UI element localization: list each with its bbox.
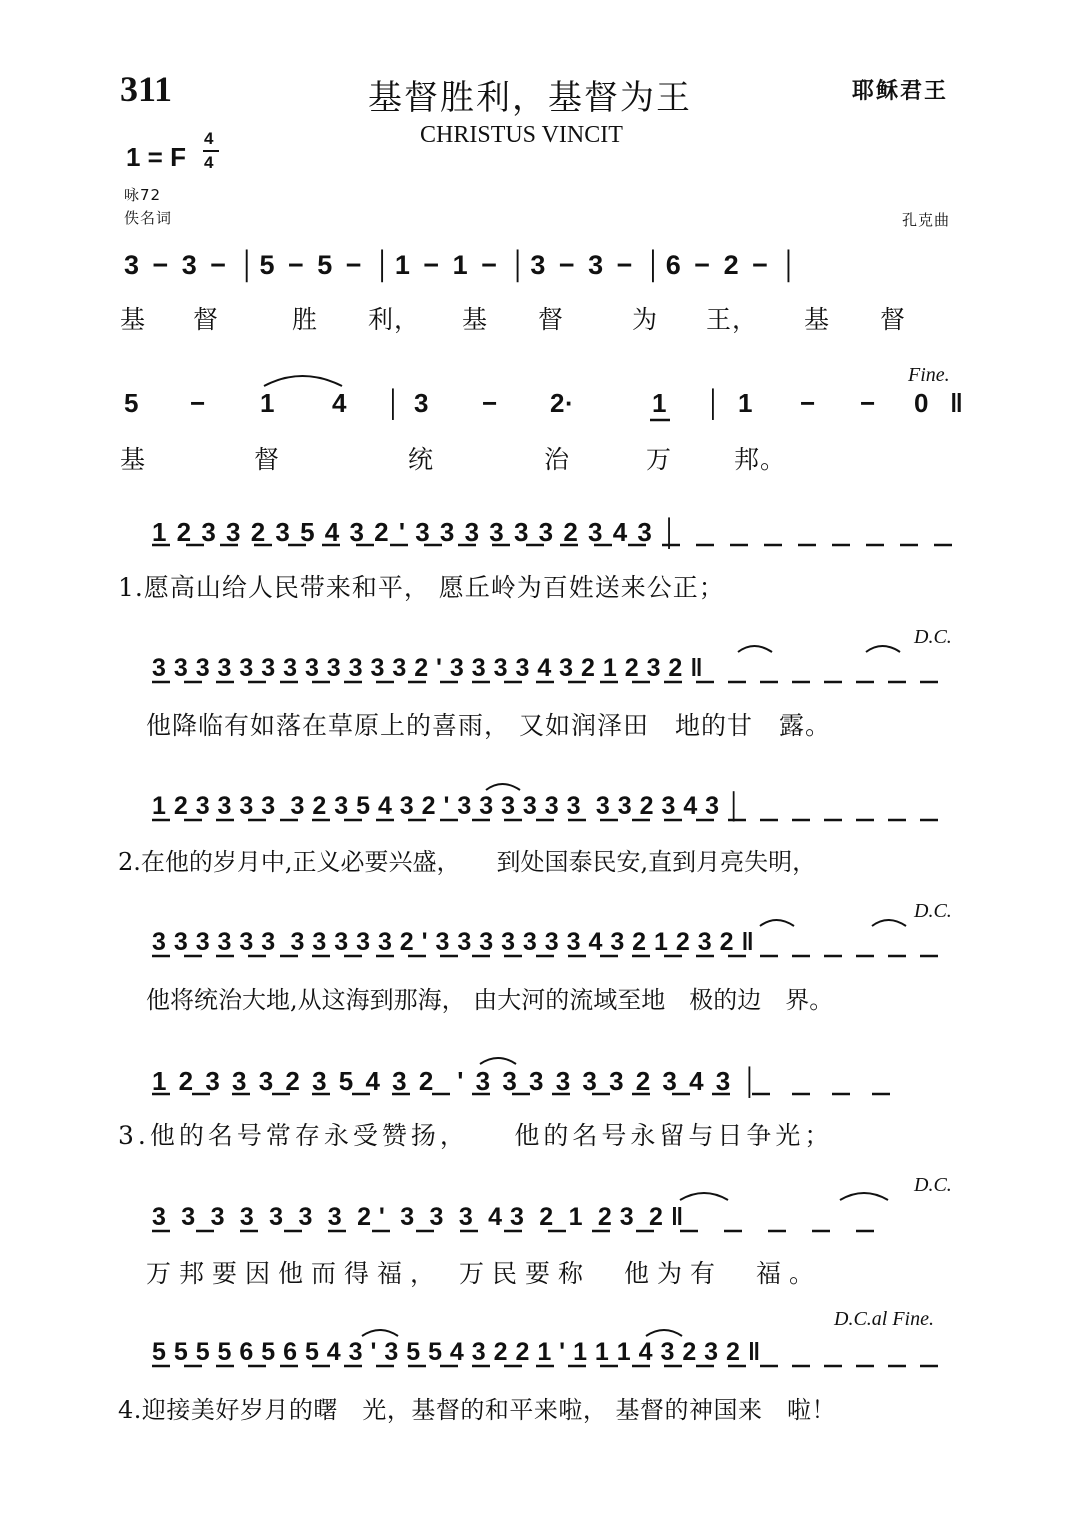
lyric-syllable: 基: [804, 305, 831, 334]
time-signature-bottom: 4: [204, 153, 214, 172]
lyric-syllable: 统: [408, 445, 435, 474]
lyric-syllable: 治: [544, 445, 571, 474]
key-signature: 1 = F: [126, 142, 186, 172]
lyric-syllable: 万: [646, 445, 673, 474]
note: −: [482, 388, 498, 418]
verse-1-notes-line-1: 1 2 3 3 2 3 5 4 3 2 ' 3 3 3 3 3 3 2 3 4 3 │: [152, 517, 679, 547]
dc-marking: D.C.: [914, 900, 952, 922]
note: 4: [332, 388, 347, 418]
note: −: [860, 388, 876, 418]
note: −: [190, 388, 206, 418]
category-label: 耶稣君王: [852, 79, 949, 104]
beam-underlines: [152, 420, 960, 1366]
verse-2-notes-line-2: 3 3 3 3 3 3 3 3 3 3 3 2 ' 3 3 3 3 3 3 3 4 3 2 1 2 3 2 ‖: [152, 928, 755, 956]
note: 1: [260, 388, 275, 418]
verse-1-lyrics-line-1: 1.愿高山给人民带来和平， 愿丘岭为百姓送来公正；: [118, 573, 725, 602]
note: 3: [414, 388, 429, 418]
lyricist-credit: 佚名词: [124, 209, 173, 227]
dc-marking: D.C.: [914, 1174, 952, 1196]
barline: │: [386, 388, 403, 418]
lyric-syllable: 利，: [368, 305, 421, 334]
verse-3-lyrics-line-2: 万邦要因他而得福， 万民要称 他为有 福。: [146, 1259, 822, 1288]
lyric-syllable: 基: [462, 305, 489, 334]
composer-credit: 孔克曲: [902, 211, 951, 229]
slur: [646, 1330, 682, 1336]
dc-marking: D.C.: [914, 626, 952, 648]
hymn-title-latin: CHRISTUS VINCIT: [420, 122, 623, 148]
note: 5: [124, 388, 139, 418]
verse-1-lyrics-line-2: 他降临有如落在草原上的喜雨， 又如润泽田 地的甘 露。: [146, 711, 831, 740]
final-barline: ‖: [950, 388, 964, 418]
lyric-syllable: 王，: [706, 305, 759, 334]
slur: [760, 920, 794, 926]
verse-2-lyrics-line-1: 2.在他的岁月中,正义必要兴盛， 到处国泰民安,直到月亮失明，: [118, 848, 817, 876]
slur: [872, 920, 906, 926]
slur: [486, 784, 520, 790]
verse-4-lyrics-line-1: 4.迎接美好岁月的曙 光，基督的和平来啦， 基督的神国来 啦！: [118, 1396, 837, 1424]
slur: [680, 1193, 728, 1200]
lyric-syllable: 邦。: [734, 445, 787, 474]
note: 2·: [550, 388, 575, 418]
note: 1: [738, 388, 753, 418]
slur: [738, 646, 772, 652]
lyric-syllable: 督: [538, 305, 565, 334]
lyric-syllable: 督: [254, 445, 281, 474]
verse-3-lyrics-line-1: 3.他的名号常存永受赞扬， 他的名号永留与日争光；: [118, 1121, 834, 1150]
lyric-syllable: 胜: [292, 305, 319, 334]
lyric-syllable: 基: [120, 445, 147, 474]
verse-3-notes-line-2: 3 3 3 3 3 3 3 2 ' 3 3 3 4 3 2 1 2 3 2 ‖: [152, 1203, 684, 1231]
slur: [840, 1193, 888, 1200]
slur: [362, 1330, 398, 1336]
lyric-syllable: 督: [193, 305, 220, 334]
verse-3-notes-line-1: 1 2 3 3 3 2 3 5 4 3 2 ' 3 3 3 3 3 3 2 3 4 3 │: [152, 1066, 760, 1096]
verse-4-notes-line-1: 5 5 5 5 6 5 6 5 4 3 ' 3 5 5 4 3 2 2 1 ' 1 1 1 4 3 2 3 2 ‖: [152, 1338, 761, 1366]
lyric-syllable: 为: [632, 305, 659, 334]
lyric-syllable: 督: [880, 305, 907, 334]
hymn-title-chinese: 基督胜利，基督为王: [368, 78, 692, 118]
lyric-syllable: 基: [120, 305, 147, 334]
note: −: [800, 388, 816, 418]
time-signature-top: 4: [204, 129, 214, 148]
verse-2-notes-line-1: 1 2 3 3 3 3 3 2 3 5 4 3 2 ' 3 3 3 3 3 3 3 3 2 3 4 3 │: [152, 792, 744, 820]
slurs: [264, 376, 906, 1336]
verse-2-lyrics-line-2: 他将统治大地,从这海到那海， 由大河的流域至地 极的边 界。: [146, 986, 834, 1014]
barline: │: [706, 388, 723, 418]
refrain-notes-line-1: 3 − 3 − │5 − 5 − │1 − 1 − │3 − 3 − │6 − 2 − │: [124, 250, 802, 280]
note: 1: [652, 388, 667, 418]
slur: [480, 1058, 516, 1064]
note: 0: [914, 388, 929, 418]
slur: [264, 376, 342, 386]
verse-1-notes-line-2: 3 3 3 3 3 3 3 3 3 3 3 3 2 ' 3 3 3 3 4 3 2 1 2 3 2 ‖: [152, 654, 704, 682]
slur: [866, 646, 900, 652]
hymn-number: 311: [120, 69, 173, 109]
fine-marking: Fine.: [908, 364, 950, 386]
psalm-reference: 咏72: [124, 186, 162, 204]
dc-al-fine-marking: D.C.al Fine.: [834, 1308, 934, 1330]
